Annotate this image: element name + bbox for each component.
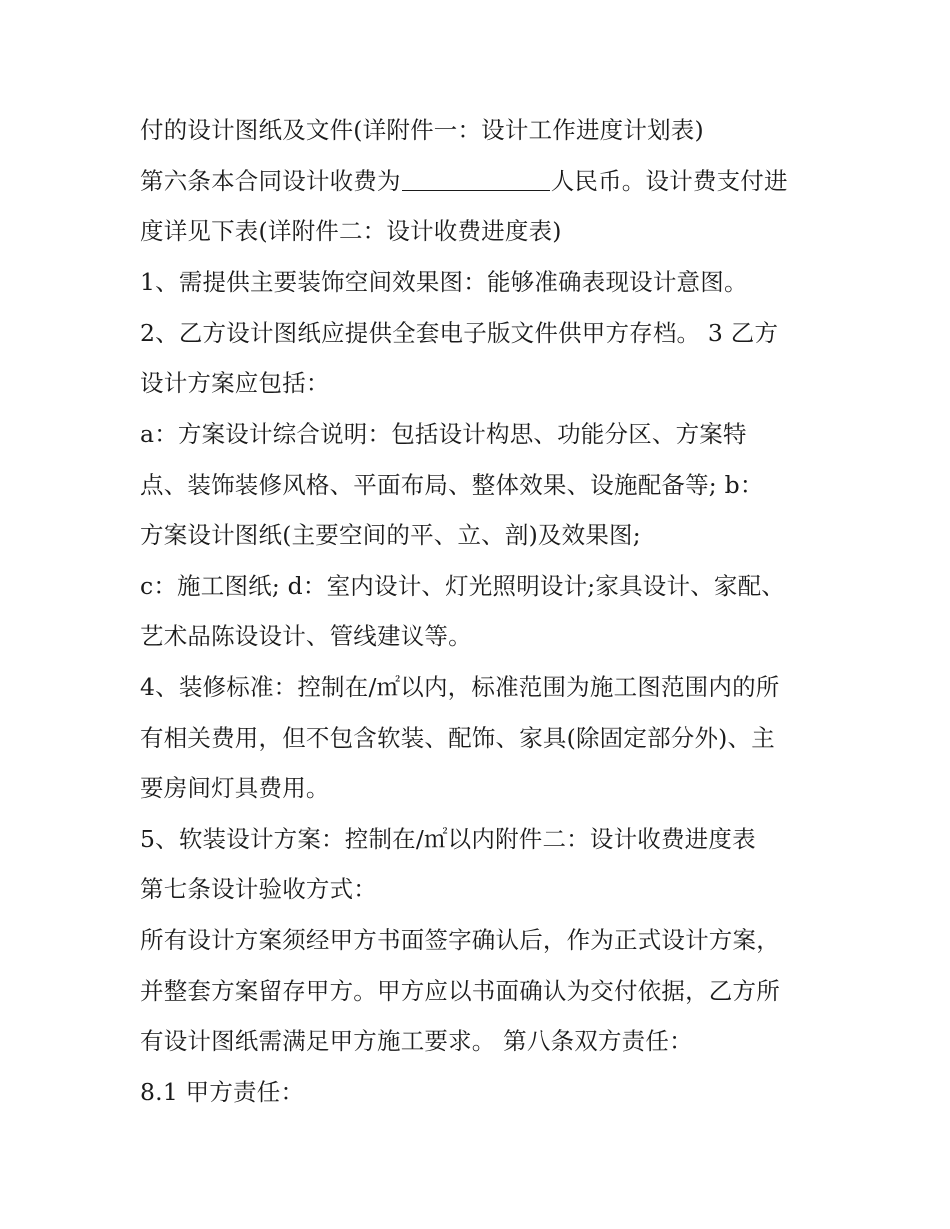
text-line: 设计方案应包括： [140, 369, 330, 397]
fee-amount-blank [402, 168, 550, 191]
text-line: 2、乙方设计图纸应提供全套电子版文件供甲方存档。 3 乙方 [140, 319, 779, 347]
fee-clause-text-before: 第六条本合同设计收费为 [140, 167, 401, 195]
text-line: 方案设计图纸(主要空间的平、立、剖)及效果图; [140, 521, 641, 549]
text-line: 付的设计图纸及文件(详附件一：设计工作进度计划表) [140, 116, 704, 144]
text-line: 1、需提供主要装饰空间效果图：能够准确表现设计意图。 [140, 268, 748, 296]
text-line: 度详见下表(详附件二：设计收费进度表) [140, 217, 562, 245]
fee-clause-line [140, 165, 788, 197]
text-line: 5、软装设计方案：控制在/㎡以内附件二：设计收费进度表 [140, 825, 756, 853]
text-line: 点、装饰装修风格、平面布局、整体效果、设施配备等; b： [140, 471, 764, 499]
text-line: 所有设计方案须经甲方书面签字确认后，作为正式设计方案， [140, 926, 780, 954]
section-heading: 第七条设计验收方式： [140, 875, 377, 903]
fee-clause-text-after: 人民币。设计费支付进 [550, 167, 788, 195]
text-line: 4、装修标准：控制在/㎡以内，标准范围为施工图范围内的所 [140, 673, 780, 701]
text-line: c：施工图纸; d：室内设计、灯光照明设计;家具设计、家配、 [140, 572, 786, 600]
text-line: a：方案设计综合说明：包括设计构思、功能分区、方案特 [140, 420, 747, 448]
text-line: 并整套方案留存甲方。甲方应以书面确认为交付依据，乙方所 [140, 977, 780, 1005]
text-line: 有设计图纸需满足甲方施工要求。 第八条双方责任： [140, 1027, 693, 1055]
text-line: 要房间灯具费用。 [140, 774, 330, 802]
text-line: 艺术品陈设设计、管线建议等。 [140, 622, 472, 650]
subsection-heading: 8.1 甲方责任： [140, 1078, 305, 1106]
text-line: 有相关费用，但不包含软装、配饰、家具(除固定部分外)、主 [140, 724, 775, 752]
